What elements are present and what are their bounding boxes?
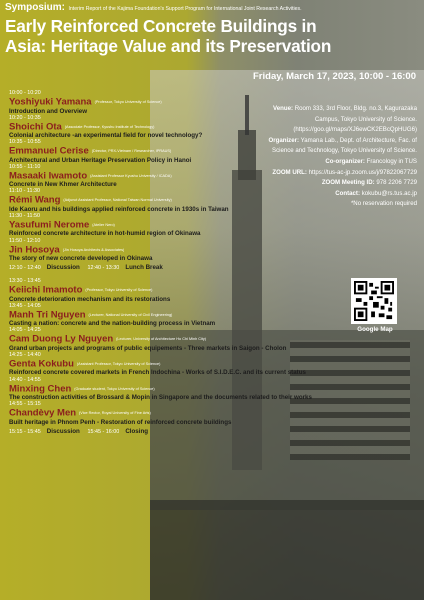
symposium-line [5, 2, 421, 13]
zoom-id-value: 978 2206 7729 [376, 179, 417, 187]
speaker-affiliation: (Assistant Professor, Tokyo University of Science) [76, 361, 161, 366]
coorganizer-label: Co-organizer: [325, 157, 365, 165]
venue-text[interactable]: Room 333, 3rd Floor, Bldg. no.3, Kagurazaka Campus, Tokyo University of Science. (https://goo.gl/maps/XJ6ewCK2EBcQpHUG6) [293, 105, 417, 134]
speaker-name: Masaaki Iwamoto [9, 170, 88, 182]
break-label: Discussion [46, 264, 80, 272]
program-slot [9, 327, 309, 352]
header [5, 2, 421, 56]
organizer [257, 136, 417, 157]
speaker-affiliation: (Jin Hosoya Architects & Associates) [62, 247, 125, 252]
talk-title: Ide Kaoru and his buildings applied reinforced concrete in 1930s in Taiwan [9, 205, 229, 213]
slot-time: 11:50 - 12:10 [9, 237, 41, 244]
speaker-affiliation: (Lecturer, National University of Civil Engineering) [88, 312, 173, 317]
talk-title: Architectural and Urban Heritage Preservation Policy in Hanoi [9, 156, 192, 164]
speaker-name: Rémi Wang [9, 194, 61, 206]
speaker-name: Manh Tri Nguyen [9, 309, 86, 321]
break-row [9, 262, 309, 278]
speaker-affiliation: (Professor, Tokyo University of Science) [94, 100, 162, 104]
contact-email[interactable]: kokubu@rs.tus.ac.jp [361, 189, 417, 197]
break-time-2: 12:40 - 13:30 [87, 265, 120, 272]
speaker-affiliation: (Associate Professor, Kyushu Institute of Technology) [64, 124, 155, 129]
program-slot [9, 376, 312, 402]
talk-title: The story of new concrete developed in Okinawa [9, 255, 153, 263]
contact-label: Contact: [335, 189, 360, 197]
break-label-2: Closing [125, 427, 148, 435]
talk-title: Concrete deterioration mechanism and its restorations [9, 295, 171, 303]
title-line-1: Early Reinforced Concrete Buildings in [5, 16, 317, 36]
program-slot [9, 278, 309, 303]
qr-code[interactable] [351, 278, 397, 324]
zoom-id-label: ZOOM Meeting ID: [321, 179, 375, 187]
venue-label: Venue: [273, 105, 293, 112]
program-slot [9, 401, 309, 426]
program-slot [9, 213, 309, 238]
zoom-url-link[interactable]: https://tus-ac-jp.zoom.us/j/97822067729 [308, 168, 417, 176]
slot-time: 10:20 - 10:35 [9, 114, 41, 121]
street-scene [150, 500, 424, 600]
break-time: 12:10 - 12:40 [9, 265, 41, 272]
organizer-text: Yamana Lab., Dept. of Architecture, Fac. of Science and Technology, Tokyo University of Science. [272, 136, 417, 155]
slot-time: 14:40 - 14:55 [9, 376, 41, 383]
talk-title: Concrete in New Khmer Architecture [9, 181, 117, 189]
speaker-affiliation: (Lecturer, University of Architecture Ho Chi Minh City) [116, 337, 207, 342]
qr-code-icon [354, 281, 394, 321]
slot-time: 10:35 - 10:55 [9, 139, 41, 146]
speaker-name: Cam Duong Ly Nguyen [9, 333, 114, 345]
talk-title: Grand urban projects and programs of public equipements - Three markets in Saigon - Cholon [9, 344, 287, 352]
speaker-affiliation: (Atelier Nero) [92, 222, 115, 227]
speaker-name: Yoshiyuki Yamana [9, 96, 92, 108]
slot-time: 11:30 - 11:50 [9, 212, 40, 219]
coorganizer-text: Francology in TUS [366, 157, 417, 165]
contact [257, 189, 417, 200]
title-line-2: Asia: Heritage Value and its Preservation [5, 36, 332, 56]
slot-time: 13:30 - 13:45 [9, 278, 41, 285]
talk-title: Built heritage in Phnom Penh - Restoration of reinforced concrete buildings [9, 418, 232, 426]
program-slot [9, 238, 309, 263]
speaker-name: Yasufumi Nerome [9, 219, 90, 231]
speaker-affiliation: (Adjunct Assistant Professor, National Taiwan Normal University) [63, 198, 172, 203]
event-date: Friday, March 17, 2023, 10:00 - 16:00 [253, 71, 416, 82]
speaker-name: Minxing Chen [9, 383, 72, 395]
break-time: 15:15 - 15:45 [9, 428, 41, 435]
slot-time: 11:10 - 11:30 [9, 188, 40, 195]
slot-time: 13:45 - 14:05 [9, 302, 41, 309]
break-label: Discussion [46, 427, 80, 435]
speaker-name: Chandèvy Men [9, 407, 77, 419]
program-slot [9, 303, 309, 328]
slot-time: 10:00 - 10:20 [9, 90, 41, 96]
speaker-affiliation: (Director, PRX-Vietnam / Researcher, IPRAUS) [91, 149, 172, 154]
speaker-affiliation: (Vice Rector, Royal University of Fine Arts) [79, 411, 151, 416]
zoom-url [257, 168, 417, 179]
speaker-name: Genta Kokubu [9, 358, 74, 370]
speaker-name: Keiichi Imamoto [9, 284, 83, 296]
speaker-affiliation: (Graduate student, Tokyo University of Science) [74, 386, 155, 391]
symposium-subtitle: Interim Report of the Kajima Foundation's Support Program for International Joint Research Activities. [68, 6, 302, 12]
speaker-affiliation: (Assistant Professor Kyushu University / ICADA) [90, 173, 172, 178]
talk-title: Casting a nation: concrete and the nation-building process in Vietnam [9, 320, 216, 328]
slot-time: 14:05 - 14:25 [9, 327, 41, 334]
page-title [5, 16, 421, 56]
zoom-url-label: ZOOM URL: [272, 168, 307, 176]
talk-title: Reinforced concrete architecture in hot-humid region of Okinawa [9, 230, 201, 238]
speaker-name: Jin Hosoya [9, 244, 60, 256]
event-info [257, 104, 417, 210]
venue [257, 104, 417, 136]
talk-title: Reinforced concrete covered markets in French Indochina - Works of S.I.D.E.C. and its current status [9, 369, 306, 377]
reservation-note: *No reservation required [350, 200, 417, 208]
talk-title: The construction activities of Brossard & Mopin in Singapore and the documents related to their works [9, 394, 312, 402]
symposium-label: Symposium: [5, 2, 66, 13]
break-time-2: 15:45 - 16:00 [87, 428, 120, 435]
speaker-affiliation: (Professor, Tokyo University of Science) [85, 288, 153, 293]
slot-time: 14:25 - 14:40 [9, 351, 41, 358]
speaker-name: Shoichi Ota [9, 121, 62, 133]
break-row [9, 426, 309, 442]
slot-time: 14:55 - 15:15 [9, 401, 41, 408]
zoom-id [257, 178, 417, 189]
qr-label: Google Map [357, 326, 393, 333]
talk-title: Colonial architecture -an experimental field for novel technology? [9, 132, 203, 140]
speaker-name: Emmanuel Cerise [9, 145, 89, 157]
break-label-2: Lunch Break [125, 264, 163, 272]
talk-title: Introduction and Overview [9, 107, 88, 115]
program-slot [9, 352, 309, 377]
organizer-label: Organizer: [268, 136, 299, 144]
coorganizer [257, 157, 417, 168]
slot-time: 10:55 - 11:10 [9, 163, 41, 170]
